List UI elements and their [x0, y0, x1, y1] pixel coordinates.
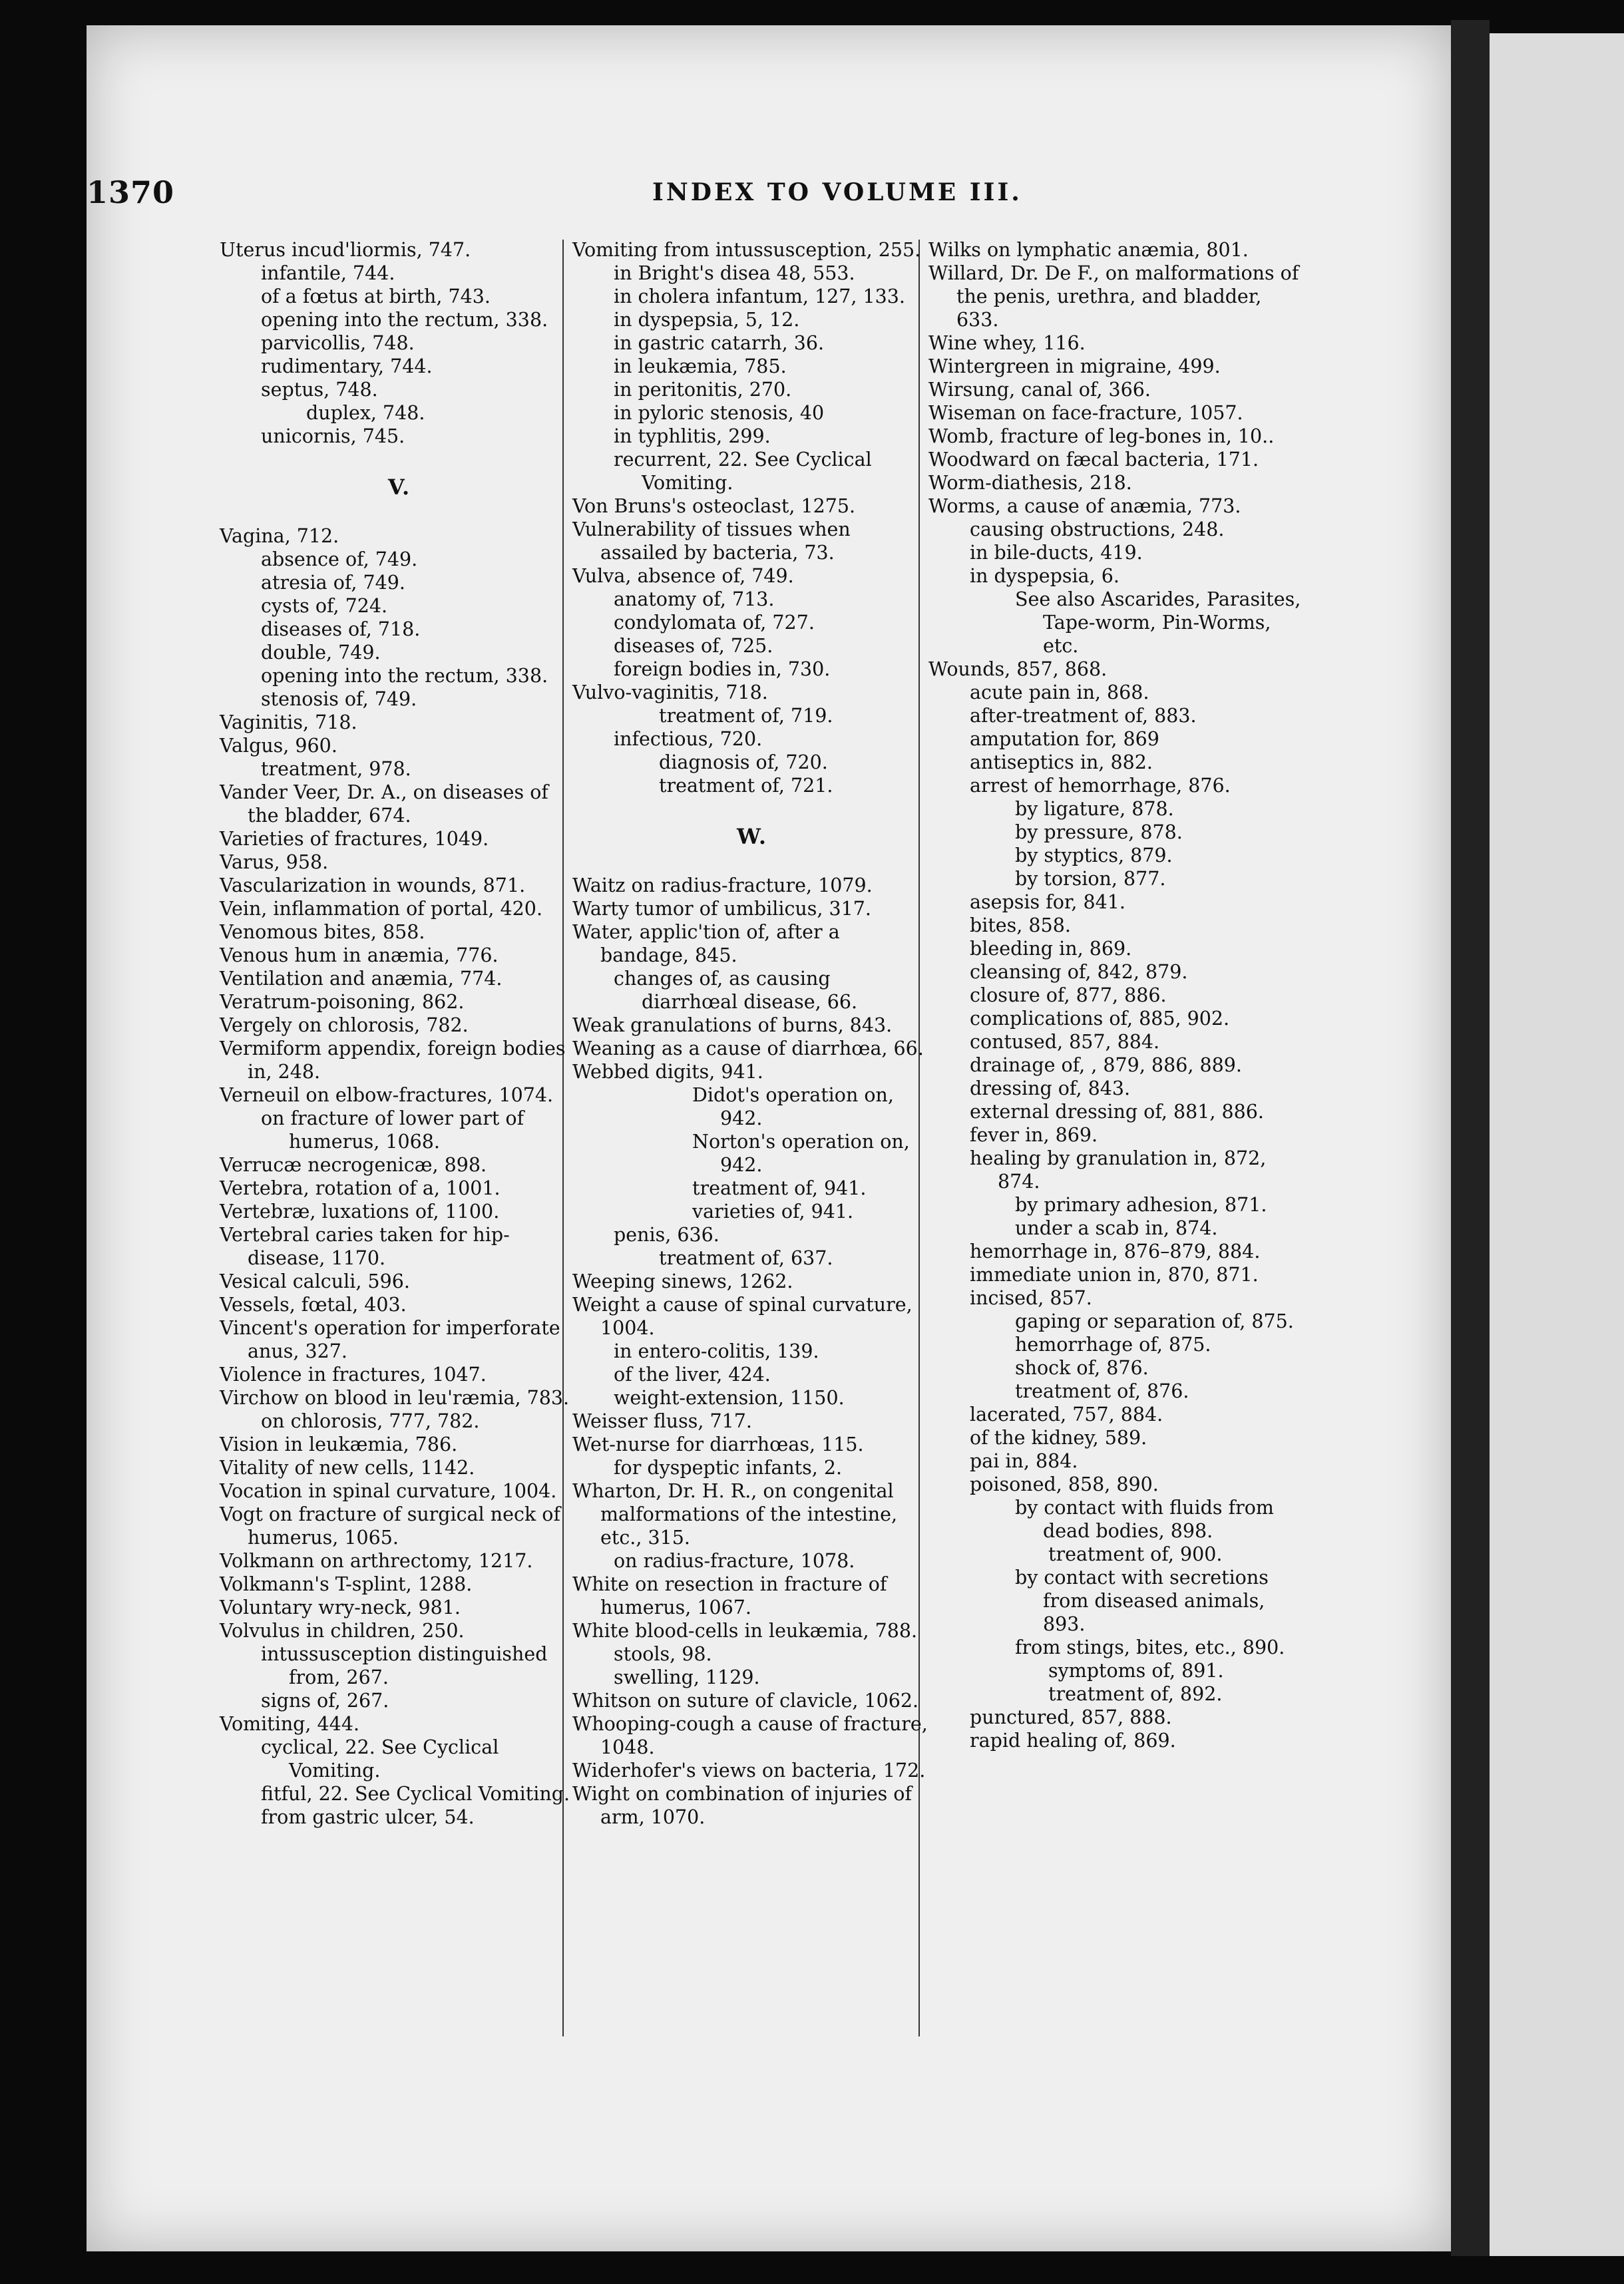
- index-subentry: cyclical, 22. See Cyclical Vomiting.: [261, 1736, 499, 1782]
- index-entry: Vermiform appendix, foreign bodies in, 248.: [220, 1038, 566, 1083]
- index-subentry: treatment of, 900.: [1048, 1543, 1223, 1565]
- index-subentry: gaping or separation of, 875.: [1015, 1310, 1294, 1332]
- index-subentry: symptoms of, 891.: [1048, 1660, 1224, 1682]
- index-entry: Whooping-cough a cause of fracture, 1048.: [572, 1713, 928, 1758]
- index-entry: Weisser fluss, 717.: [572, 1410, 752, 1432]
- index-subentry: on chlorosis, 777, 782.: [261, 1410, 480, 1432]
- index-entry: Verrucæ necrogenicæ, 898.: [220, 1154, 487, 1176]
- index-subentry: complications of, 885, 902.: [970, 1008, 1230, 1030]
- index-subentry: external dressing of, 881, 886.: [970, 1101, 1264, 1123]
- index-subentry: double, 749.: [261, 642, 381, 664]
- index-subentry: in Bright's disea 48, 553.: [614, 262, 855, 284]
- index-entry: Vergely on chlorosis, 782.: [220, 1014, 469, 1036]
- index-subentry: of the kidney, 589.: [970, 1427, 1147, 1449]
- index-entry: Vertebræ, luxations of, 1100.: [220, 1201, 500, 1223]
- index-entry: Vision in leukæmia, 786.: [220, 1433, 458, 1455]
- index-subentry: lacerated, 757, 884.: [970, 1404, 1163, 1426]
- index-subentry: by torsion, 877.: [1015, 868, 1166, 890]
- index-subentry: treatment of, 876.: [1015, 1380, 1189, 1402]
- index-subentry: of the liver, 424.: [614, 1364, 771, 1386]
- index-entry: Volvulus in children, 250.: [220, 1620, 465, 1642]
- index-subentry: atresia of, 749.: [261, 572, 405, 594]
- index-subentry: treatment of, 719.: [659, 705, 833, 727]
- index-subentry: in dyspepsia, 6.: [970, 565, 1119, 587]
- index-entry: Vocation in spinal curvature, 1004.: [220, 1480, 557, 1502]
- index-subentry: on radius-fracture, 1078.: [614, 1550, 855, 1572]
- index-subentry: fever in, 869.: [970, 1124, 1098, 1146]
- index-entry: Warty tumor of umbilicus, 317.: [572, 898, 871, 920]
- index-entry: Worm-diathesis, 218.: [928, 472, 1132, 494]
- index-entry: Vesical calculi, 596.: [220, 1270, 410, 1292]
- index-subentry: duplex, 748.: [306, 402, 425, 424]
- index-subentry: condylomata of, 727.: [614, 612, 815, 634]
- index-subentry: swelling, 1129.: [614, 1666, 760, 1688]
- index-entry: Wine whey, 116.: [928, 332, 1086, 354]
- index-subentry: weight-extension, 1150.: [614, 1387, 845, 1409]
- index-entry: Weak granulations of burns, 843.: [572, 1014, 893, 1036]
- index-subentry: diagnosis of, 720.: [659, 751, 828, 773]
- index-entry: Violence in fractures, 1047.: [220, 1364, 487, 1386]
- index-subentry: drainage of, , 879, 886, 889.: [970, 1054, 1242, 1076]
- index-subentry: asepsis for, 841.: [970, 891, 1125, 913]
- index-subentry: in dyspepsia, 5, 12.: [614, 309, 800, 331]
- book-spine: [1451, 20, 1490, 2256]
- index-entry: Vessels, fœtal, 403.: [220, 1294, 407, 1316]
- index-entry: Willard, Dr. De F., on malformations of the penis, urethra, and bladder, 633.: [928, 262, 1299, 331]
- index-subentry: in typhlitis, 299.: [614, 425, 771, 447]
- adjacent-page-edge: [1490, 33, 1624, 2256]
- index-entry: Womb, fracture of leg-bones in, 10..: [928, 425, 1275, 447]
- index-entry: Wilks on lymphatic anæmia, 801.: [928, 239, 1249, 261]
- index-subentry: treatment of, 721.: [659, 775, 833, 797]
- index-subentry: recurrent, 22. See Cyclical Vomiting.: [614, 449, 872, 494]
- section-letter-heading: V.: [387, 475, 411, 500]
- index-subentry: rudimentary, 744.: [261, 355, 433, 377]
- index-entry: Worms, a cause of anæmia, 773.: [928, 495, 1241, 517]
- index-subentry: fitful, 22. See Cyclical Vomiting.: [261, 1783, 570, 1805]
- index-subentry: treatment of, 941.: [692, 1177, 867, 1199]
- index-subentry: in entero-colitis, 139.: [614, 1340, 819, 1362]
- index-subentry: for dyspeptic infants, 2.: [614, 1457, 843, 1479]
- index-subentry: antiseptics in, 882.: [970, 751, 1153, 773]
- index-column-2: [572, 238, 932, 1829]
- index-subentry: rapid healing of, 869.: [970, 1730, 1176, 1752]
- index-subentry: arrest of hemorrhage, 876.: [970, 775, 1231, 797]
- index-subentry: Didot's operation on, 942.: [692, 1084, 894, 1129]
- index-entry: Valgus, 960.: [220, 735, 337, 757]
- index-entry: White blood-cells in leukæmia, 788.: [572, 1620, 918, 1642]
- index-subentry: foreign bodies in, 730.: [614, 658, 831, 680]
- index-entry: Virchow on blood in leu'ræmia, 783.: [220, 1387, 570, 1409]
- index-entry: Volkmann's T-splint, 1288.: [220, 1573, 473, 1595]
- index-column-1: [220, 238, 579, 1829]
- index-subentry: dressing of, 843.: [970, 1077, 1131, 1099]
- index-subentry: in bile-ducts, 419.: [970, 542, 1143, 564]
- index-subentry: of a fœtus at birth, 743.: [261, 286, 491, 307]
- index-entry: Vander Veer, Dr. A., on diseases of the bladder, 674.: [220, 781, 548, 827]
- index-entry: Veratrum-poisoning, 862.: [220, 991, 465, 1013]
- index-entry: Vincent's operation for imperforate anus, 327.: [220, 1317, 560, 1362]
- index-subentry: under a scab in, 874.: [1015, 1217, 1218, 1239]
- index-entry: Webbed digits, 941.: [572, 1061, 763, 1083]
- index-subentry: treatment, 978.: [261, 758, 411, 780]
- index-subentry: from gastric ulcer, 54.: [261, 1806, 475, 1828]
- index-subentry: immediate union in, 870, 871.: [970, 1264, 1259, 1286]
- index-subentry: cysts of, 724.: [261, 595, 388, 617]
- index-entry: White on resection in fracture of humerus, 1067.: [572, 1573, 887, 1618]
- index-subentry: in cholera infantum, 127, 133.: [614, 286, 905, 307]
- index-subentry: closure of, 877, 886.: [970, 984, 1167, 1006]
- index-subentry: punctured, 857, 888.: [970, 1706, 1172, 1728]
- index-subentry: causing obstructions, 248.: [970, 518, 1225, 540]
- index-subentry: treatment of, 637.: [659, 1247, 833, 1269]
- index-entry: Vein, inflammation of portal, 420.: [220, 898, 543, 920]
- section-letter-heading: W.: [736, 824, 768, 849]
- index-entry: Vertebral caries taken for hip-disease, 1170.: [220, 1224, 510, 1269]
- index-entry: Wharton, Dr. H. R., on congenital malformations of the intestine, etc., 315.: [572, 1480, 898, 1549]
- index-subentry: unicornis, 745.: [261, 425, 405, 447]
- index-subentry: intussusception distinguished from, 267.: [261, 1643, 548, 1688]
- index-subentry: healing by granulation in, 872, 874.: [970, 1147, 1267, 1193]
- index-entry: Vagina, 712.: [220, 525, 339, 547]
- index-column-3: [928, 238, 1301, 1752]
- index-subentry: cleansing of, 842, 879.: [970, 961, 1188, 983]
- index-entry: Varieties of fractures, 1049.: [220, 828, 489, 850]
- index-entry: Ventilation and anæmia, 774.: [220, 968, 503, 990]
- running-title: INDEX TO VOLUME III.: [652, 178, 1022, 206]
- index-entry: Woodward on fæcal bacteria, 171.: [928, 449, 1259, 471]
- index-entry: Vulvo-vaginitis, 718.: [572, 681, 768, 703]
- index-subentry: septus, 748.: [261, 379, 378, 401]
- index-entry: Vomiting from intussusception, 255.: [572, 239, 921, 261]
- index-entry: Vascularization in wounds, 871.: [220, 874, 526, 896]
- index-subentry: infantile, 744.: [261, 262, 395, 284]
- index-subentry: poisoned, 858, 890.: [970, 1473, 1159, 1495]
- index-subentry: in leukæmia, 785.: [614, 355, 787, 377]
- index-entry: Water, applic'tion of, after a bandage, 845.: [572, 921, 840, 966]
- index-entry: Waitz on radius-fracture, 1079.: [572, 874, 873, 896]
- page-number: 1370: [87, 174, 175, 210]
- index-entry: Vertebra, rotation of a, 1001.: [220, 1177, 501, 1199]
- index-subentry: by pressure, 878.: [1015, 821, 1183, 843]
- index-entry: Vulnerability of tissues when assailed by bacteria, 73.: [572, 518, 851, 564]
- index-subentry: in peritonitis, 270.: [614, 379, 792, 401]
- index-entry: Uterus incud'liormis, 747.: [220, 239, 471, 261]
- index-subentry: after-treatment of, 883.: [970, 705, 1197, 727]
- index-subentry: varieties of, 941.: [692, 1201, 854, 1223]
- index-entry: Voluntary wry-neck, 981.: [220, 1597, 461, 1618]
- index-entry: Venous hum in anæmia, 776.: [220, 944, 499, 966]
- index-subentry: infectious, 720.: [614, 728, 763, 750]
- index-subentry: by contact with secretions from diseased animals, 893.: [1015, 1567, 1269, 1635]
- index-subentry: changes of, as causing diarrhœal disease, 66.: [614, 968, 858, 1013]
- index-subentry: opening into the rectum, 338.: [261, 309, 548, 331]
- index-subentry: by styptics, 879.: [1015, 845, 1173, 866]
- index-subentry: bleeding in, 869.: [970, 938, 1132, 960]
- index-entry: Volkmann on arthrectomy, 1217.: [220, 1550, 533, 1572]
- index-subentry: pai in, 884.: [970, 1450, 1078, 1472]
- index-entry: Widerhofer's views on bacteria, 172.: [572, 1760, 926, 1782]
- index-entry: Weaning as a cause of diarrhœa, 66.: [572, 1038, 924, 1059]
- index-subentry: incised, 857.: [970, 1287, 1092, 1309]
- index-entry: Weeping sinews, 1262.: [572, 1270, 793, 1292]
- index-subentry: signs of, 267.: [261, 1690, 389, 1712]
- index-entry: Varus, 958.: [220, 851, 329, 873]
- index-subentry: in gastric catarrh, 36.: [614, 332, 825, 354]
- index-entry: Weight a cause of spinal curvature, 1004.: [572, 1294, 913, 1339]
- index-subentry: diseases of, 725.: [614, 635, 773, 657]
- index-subentry: Norton's operation on, 942.: [692, 1131, 910, 1176]
- index-subentry: by contact with fluids from dead bodies, 898.: [1015, 1497, 1274, 1542]
- index-entry: Wintergreen in migraine, 499.: [928, 355, 1221, 377]
- index-subentry: diseases of, 718.: [261, 618, 421, 640]
- index-subentry: stools, 98.: [614, 1643, 712, 1665]
- index-subentry: from stings, bites, etc., 890.: [1015, 1636, 1285, 1658]
- index-entry: Von Bruns's osteoclast, 1275.: [572, 495, 856, 517]
- index-subentry: penis, 636.: [614, 1224, 719, 1246]
- index-entry: Wirsung, canal of, 366.: [928, 379, 1151, 401]
- index-subentry: on fracture of lower part of humerus, 1068.: [261, 1107, 524, 1153]
- index-subentry: anatomy of, 713.: [614, 588, 775, 610]
- index-entry: Whitson on suture of clavicle, 1062.: [572, 1690, 919, 1712]
- index-entry: Verneuil on elbow-fractures, 1074.: [220, 1084, 554, 1106]
- index-entry: Wiseman on face-fracture, 1057.: [928, 402, 1243, 424]
- index-subentry: absence of, 749.: [261, 548, 418, 570]
- index-subentry: parvicollis, 748.: [261, 332, 415, 354]
- index-entry: Vogt on fracture of surgical neck of humerus, 1065.: [220, 1503, 561, 1549]
- index-subentry: in pyloric stenosis, 40: [614, 402, 825, 424]
- index-subentry: contused, 857, 884.: [970, 1031, 1160, 1053]
- index-subentry: by primary adhesion, 871.: [1015, 1194, 1267, 1216]
- index-subentry: See also Ascarides, Parasites, Tape-worm, Pin-Worms, etc.: [1015, 588, 1301, 657]
- index-entry: Vaginitis, 718.: [220, 711, 357, 733]
- index-subentry: hemorrhage of, 875.: [1015, 1334, 1211, 1356]
- index-entry: Vomiting, 444.: [220, 1713, 360, 1735]
- index-subentry: amputation for, 869: [970, 728, 1159, 750]
- index-subentry: treatment of, 892.: [1048, 1683, 1223, 1705]
- index-entry: Wounds, 857, 868.: [928, 658, 1108, 680]
- index-entry: Wight on combination of injuries of arm, 1070.: [572, 1783, 913, 1828]
- index-entry: Wet-nurse for diarrhœas, 115.: [572, 1433, 864, 1455]
- index-subentry: bites, 858.: [970, 914, 1071, 936]
- index-subentry: opening into the rectum, 338.: [261, 665, 548, 687]
- index-entry: Vulva, absence of, 749.: [572, 565, 794, 587]
- index-subentry: hemorrhage in, 876–879, 884.: [970, 1240, 1261, 1262]
- index-subentry: stenosis of, 749.: [261, 688, 417, 710]
- index-entry: Venomous bites, 858.: [220, 921, 425, 943]
- index-subentry: shock of, 876.: [1015, 1357, 1149, 1379]
- index-subentry: acute pain in, 868.: [970, 681, 1149, 703]
- index-entry: Vitality of new cells, 1142.: [220, 1457, 475, 1479]
- index-subentry: by ligature, 878.: [1015, 798, 1174, 820]
